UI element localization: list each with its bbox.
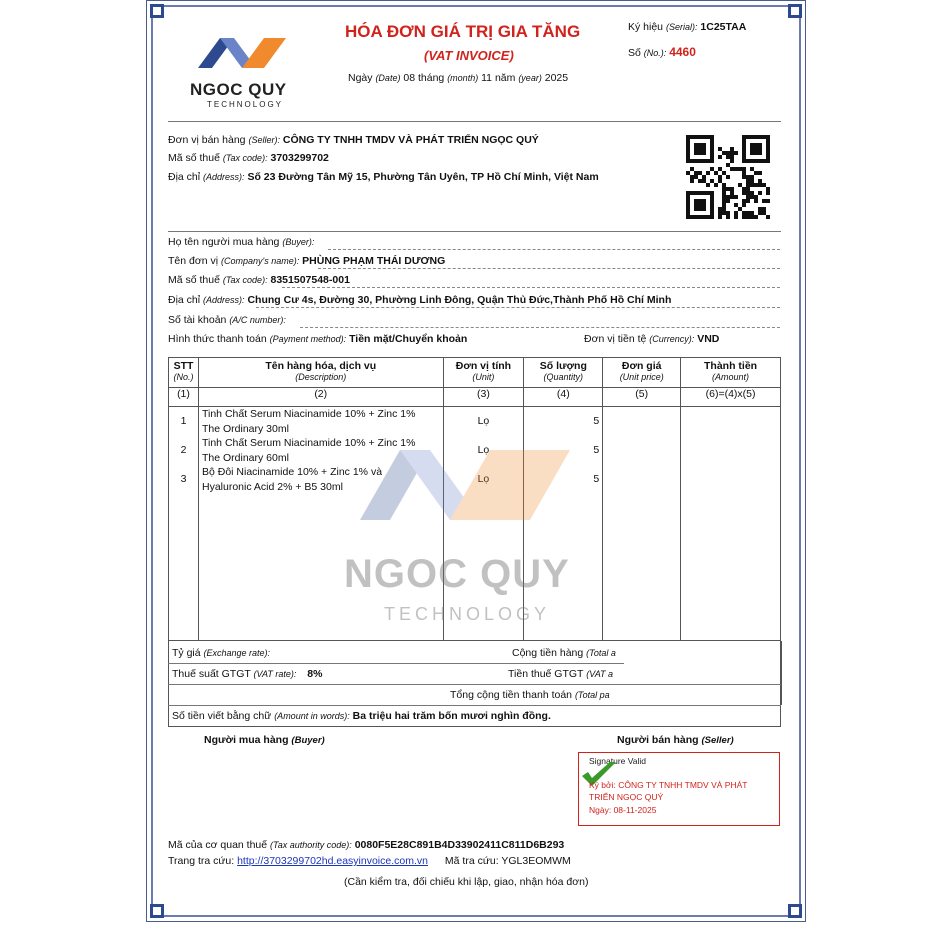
dotted-line (256, 307, 780, 308)
buyer-name-line (168, 236, 314, 248)
corner-ornament (788, 904, 802, 918)
dotted-line (328, 249, 780, 250)
lookup-link[interactable]: http://3703299702hd.easyinvoice.com.vn (237, 855, 428, 867)
year-label: năm (494, 72, 516, 84)
row-no: 1 (180, 415, 187, 427)
seller-tax-line (168, 152, 329, 164)
invoice-subtitle: (VAT INVOICE) (424, 48, 514, 63)
grand-total-line (450, 689, 624, 701)
buyer-addr-label-en: (Address): (203, 295, 245, 305)
number-label-en: (No.): (643, 48, 667, 58)
currency-line (584, 333, 719, 345)
total-label-en: (Total a (586, 648, 616, 658)
rate-label-en: (Exchange rate): (203, 648, 271, 658)
date-month: 11 (481, 72, 493, 84)
invoice-title: HÓA ĐƠN GIÁ TRỊ GIA TĂNG (345, 22, 581, 41)
year-label-en: (year) (518, 73, 542, 83)
payment-line (168, 333, 467, 345)
serial-label-en: (Serial): (665, 22, 698, 32)
row-unit: Lọ (477, 473, 490, 485)
col-header: Số lượng (Quantity) (524, 358, 603, 388)
buyer-sign-title: Người mua hàng (204, 734, 289, 746)
footer-note: (Cần kiểm tra, đối chiếu khi lập, giao, nhận hóa đơn) (344, 876, 589, 888)
exchange-rate-line (172, 647, 270, 659)
seller-addr: Số 23 Đường Tân Mỹ 15, Phường Tân Uyên, TP Hồ Chí Minh, Việt Nam (247, 171, 599, 183)
row-no: 3 (180, 473, 187, 485)
buyer-signature-label (204, 734, 325, 746)
lookup-code-label: Mã tra cứu: (444, 855, 499, 867)
row-unit: Lọ (477, 415, 490, 427)
company-line (168, 255, 445, 267)
index-cell: (1) (169, 388, 199, 407)
vat-rate-line (172, 668, 322, 680)
payment-method: Tiền mặt/Chuyển khoản (349, 333, 468, 345)
vat-rate: 8% (307, 668, 323, 680)
code-label-en: (Tax authority code): (270, 840, 352, 850)
currency-label: Đơn vị tiền tệ (584, 333, 647, 345)
divider (168, 705, 781, 706)
seller-label-en: (Seller): (248, 135, 280, 145)
buyer-tax-label: Mã số thuế (168, 274, 220, 286)
invoice-number: 4460 (669, 45, 696, 59)
logo-name: NGOC QUY (190, 80, 287, 99)
tax-authority-code-line (168, 839, 564, 851)
company-label-en: (Company's name): (221, 256, 300, 266)
grand-label-en: (Total pa (574, 690, 610, 700)
row-desc: Tinh Chất Serum Niacinamide 10% + Zinc 1% (201, 408, 416, 420)
amount-column (681, 407, 781, 641)
index-cell: (4) (524, 388, 603, 407)
col-header: STT (No.) (169, 358, 199, 388)
lookup-label: Trang tra cứu: (168, 855, 235, 867)
vat-amount-label: Tiền thuế GTGT (508, 668, 584, 680)
month-label-en: (month) (447, 73, 479, 83)
amount-in-words: Ba triệu hai trăm bốn mươi nghìn đồng. (352, 710, 551, 722)
serial-value: 1C25TAA (700, 21, 747, 33)
items-table (168, 357, 781, 641)
company-name: PHÙNG PHẠM THÁI DƯƠNG (302, 255, 446, 267)
account-label-en: (A/C number): (229, 315, 286, 325)
grand-label: Tổng cộng tiền thanh toán (450, 689, 573, 701)
total-line (512, 647, 624, 659)
seller-tax: 3703299702 (270, 152, 329, 164)
seller-sign-title-en: (Seller) (701, 735, 734, 746)
col-header: Thành tiền (Amount) (681, 358, 781, 388)
index-cell: (3) (443, 388, 524, 407)
vat-label-en: (VAT rate): (253, 669, 297, 679)
number-label: Số (628, 47, 641, 59)
row-unit: Lọ (477, 444, 490, 456)
seller-name-line (168, 134, 539, 146)
row-desc: Bộ Đôi Niacinamide 10% + Zinc 1% và (201, 466, 383, 478)
vat-amount-label-en: (VAT a (586, 669, 614, 679)
row-qty: 5 (593, 473, 600, 485)
watermark-name: NGOC QUY (344, 552, 570, 596)
signed-date-text: Ngày: 08-11-2025 (589, 805, 657, 815)
vat-amount-line (508, 668, 624, 680)
tax-authority-code: 0080F5E28C891B4D33902411C811D6B293 (354, 839, 565, 851)
date-day: 08 (403, 72, 416, 84)
corner-ornament (788, 4, 802, 18)
currency-value: VND (697, 333, 720, 345)
lookup-line (168, 855, 571, 867)
words-label: Số tiền viết bằng chữ (172, 710, 272, 722)
rate-label: Tỷ giá (172, 647, 201, 659)
row-desc: The Ordinary 60ml (201, 451, 289, 464)
divider (168, 121, 781, 122)
words-label-en: (Amount in words): (274, 711, 350, 721)
buyer-label-en: (Buyer): (282, 237, 315, 247)
company-label: Tên đơn vị (168, 255, 219, 267)
company-logo (190, 24, 300, 85)
invoice-date (348, 72, 568, 84)
total-label: Cộng tiền hàng (512, 647, 584, 659)
buyer-tax-label-en: (Tax code): (222, 275, 268, 285)
qr-code-icon (686, 135, 770, 222)
dotted-line (300, 327, 780, 328)
buyer-addr-line (168, 294, 671, 306)
seller-addr-label-en: (Address): (203, 172, 245, 182)
buyer-sign-title-en: (Buyer) (291, 735, 325, 746)
seller-tax-label: Mã số thuế (168, 152, 220, 164)
buyer-addr-label: Địa chỉ (168, 294, 201, 306)
logo-sub: TECHNOLOGY (207, 100, 284, 109)
currency-label-en: (Currency): (649, 334, 695, 344)
corner-ornament (150, 4, 164, 18)
signed-by-text-2: TRIỂN NGỌC QUÝ (589, 792, 664, 802)
no-column (169, 407, 199, 641)
seller-addr-label: Địa chỉ (168, 171, 201, 183)
code-label: Mã của cơ quan thuế (168, 839, 268, 851)
index-cell: (2) (198, 388, 443, 407)
col-header: Đơn vị tính (Unit) (443, 358, 524, 388)
amount-words-line (172, 710, 551, 722)
price-column (603, 407, 681, 641)
row-desc: Hyaluronic Acid 2% + B5 30ml (201, 480, 343, 493)
divider (168, 231, 781, 232)
corner-ornament (150, 904, 164, 918)
index-cell: (5) (603, 388, 681, 407)
row-no: 2 (180, 444, 187, 456)
seller-tax-label-en: (Tax code): (222, 153, 268, 163)
serial-line (628, 21, 746, 33)
vat-label: Thuế suất GTGT (172, 668, 251, 680)
watermark-sub: TECHNOLOGY (384, 604, 551, 624)
payment-label: Hình thức thanh toán (168, 333, 267, 345)
index-row (169, 388, 781, 407)
index-cell: (6)=(4)x(5) (681, 388, 781, 407)
seller-signature-label (617, 734, 734, 746)
seller-name: CÔNG TY TNHH TMDV VÀ PHÁT TRIỂN NGỌC QUÝ (282, 134, 539, 146)
logo-mark-icon (190, 24, 300, 82)
dotted-line (282, 287, 780, 288)
col-header: Đơn giá (Unit price) (603, 358, 681, 388)
table-header-row (169, 358, 781, 388)
account-label: Số tài khoản (168, 314, 227, 326)
row-desc: The Ordinary 30ml (201, 422, 289, 435)
divider (168, 663, 624, 664)
buyer-tax-line (168, 274, 350, 286)
lookup-code: YGL3EOMWM (501, 855, 571, 867)
seller-sign-title: Người bán hàng (617, 734, 699, 746)
date-label: Ngày (348, 72, 373, 84)
divider (778, 641, 782, 705)
signature-valid-text: Signature Valid (589, 756, 647, 766)
account-line (168, 314, 286, 326)
buyer-label: Họ tên người mua hàng (168, 236, 280, 248)
buyer-tax: 8351507548-001 (270, 274, 350, 286)
date-label-en: (Date) (375, 73, 401, 83)
seller-addr-line (168, 171, 599, 183)
month-label: tháng (417, 72, 445, 84)
serial-label: Ký hiệu (628, 21, 664, 33)
payment-label-en: (Payment method): (269, 334, 347, 344)
seller-label: Đơn vị bán hàng (168, 134, 246, 146)
signed-by-text: Ký bởi: CÔNG TY TNHH TMDV VÀ PHÁT (589, 780, 748, 790)
number-line (628, 45, 696, 59)
dotted-line (318, 268, 780, 269)
date-year: 2025 (544, 72, 569, 84)
buyer-addr: Chung Cư 4s, Đường 30, Phường Linh Đông, Quận Thủ Đức,Thành Phố Hồ Chí Minh (247, 294, 672, 306)
row-desc: Tinh Chất Serum Niacinamide 10% + Zinc 1% (201, 437, 416, 449)
col-header: Tên hàng hóa, dịch vụ (Description) (198, 358, 443, 388)
row-qty: 5 (593, 415, 600, 427)
divider (168, 684, 781, 685)
row-qty: 5 (593, 444, 600, 456)
